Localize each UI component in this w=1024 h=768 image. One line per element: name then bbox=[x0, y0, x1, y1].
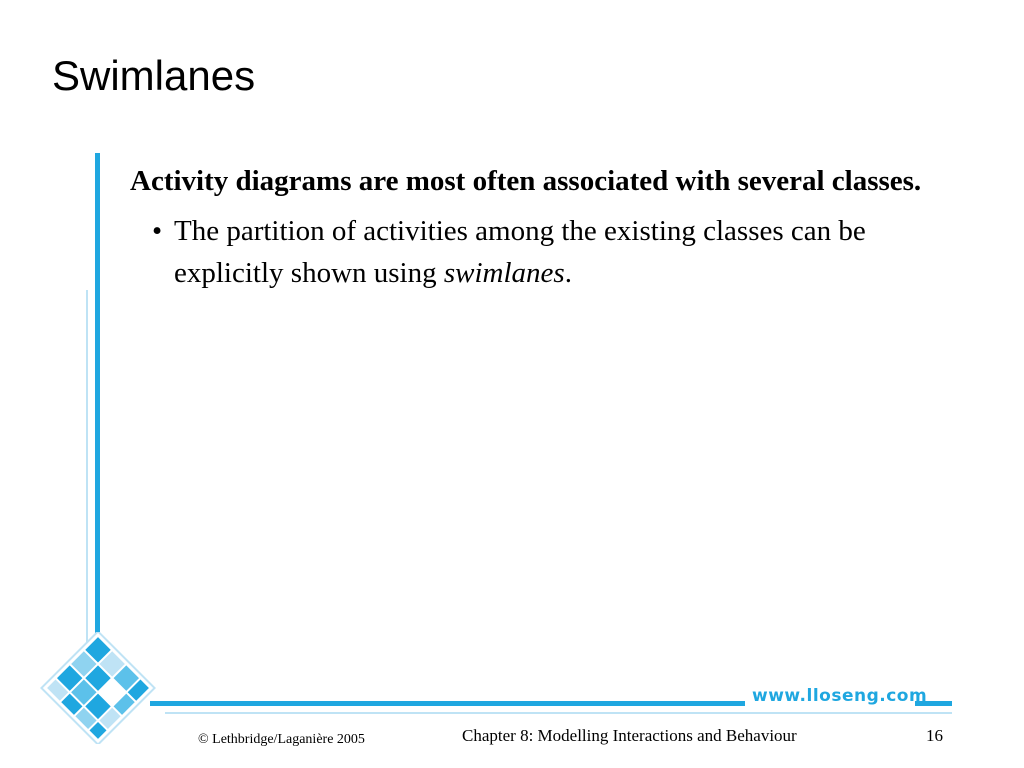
vertical-thin-line bbox=[86, 290, 88, 650]
footer-copyright: © Lethbridge/Laganière 2005 bbox=[198, 732, 365, 747]
main-point: Activity diagrams are most often associated with several classes. bbox=[130, 165, 922, 197]
mosaic-logo bbox=[28, 632, 168, 744]
bullet-emphasis: swimlanes bbox=[443, 257, 565, 289]
footer-accent-line bbox=[150, 701, 745, 706]
site-logo: www.lloseng.com bbox=[752, 686, 928, 706]
bullet-item bbox=[130, 210, 970, 294]
slide-content bbox=[130, 160, 970, 294]
bullet-marker: • bbox=[152, 215, 163, 247]
vertical-accent-line bbox=[95, 153, 100, 643]
bullet-text: The partition of activities among the existing classes can be explicitly shown using bbox=[174, 215, 866, 289]
slide-title: Swimlanes bbox=[52, 52, 256, 99]
page-number: 16 bbox=[926, 726, 943, 745]
footer-chapter: Chapter 8: Modelling Interactions and Behaviour bbox=[462, 726, 797, 745]
footer-thin-line bbox=[165, 712, 952, 714]
bullet-text-end: . bbox=[564, 257, 572, 289]
